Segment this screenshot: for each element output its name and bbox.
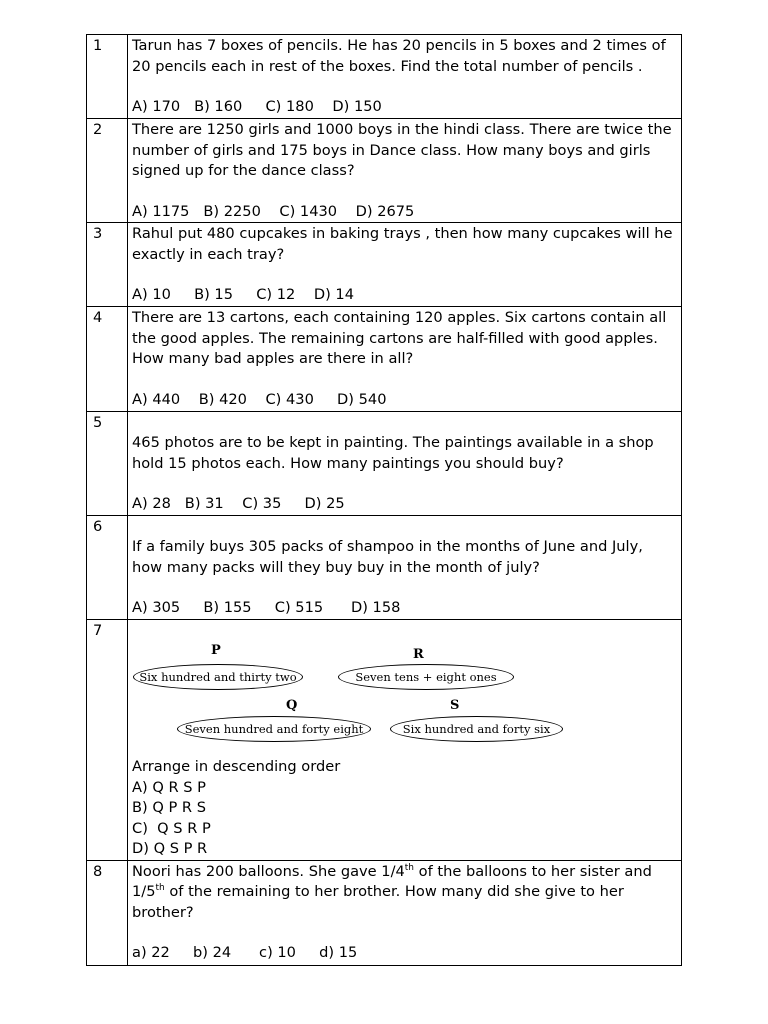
question-cell (128, 516, 682, 620)
answer-options: A) 305 B) 155 C) 515 D) 158 (132, 599, 401, 616)
question-row-7 (87, 620, 682, 861)
question-row-6 (87, 516, 682, 620)
question-number: 6 (87, 516, 128, 620)
question-text: There are 1250 girls and 1000 boys in the hindi class. There are twice the number of girls and 175 boys in Dance class. How many boys and girls signed up for the dance class? (132, 121, 672, 179)
question-text-part: Noori has 200 balloons. She gave 1/4 (132, 862, 405, 880)
question-number: 3 (87, 223, 128, 307)
question-text: Tarun has 7 boxes of pencils. He has 20 pencils in 5 boxes and 2 times of 20 pencils each in rest of the boxes. Find the total number of pencils . (132, 37, 666, 75)
oval-q: Seven hundred and forty eight (177, 716, 371, 742)
question-text-part: of the balloons to her sister and 1/5 (132, 862, 652, 900)
question-cell (128, 223, 682, 307)
question-text-part: of the remaining to her brother. How many did she give to her brother? (132, 883, 624, 921)
question-table (86, 34, 682, 966)
question-cell (128, 860, 682, 965)
answer-options: A) 10 B) 15 C) 12 D) 14 (132, 286, 354, 303)
question-number: 2 (87, 119, 128, 223)
question-row-2 (87, 119, 682, 223)
oval-p: Six hundred and thirty two (133, 664, 303, 690)
answer-options: A) 1175 B) 2250 C) 1430 D) 2675 (132, 202, 415, 220)
question-row-4 (87, 307, 682, 412)
answer-option: A) Q R S P (132, 778, 206, 796)
question-cell (128, 119, 682, 223)
number-name-diagram (132, 621, 677, 757)
question-row-1 (87, 35, 682, 119)
question-cell (128, 620, 682, 861)
question-row-3 (87, 223, 682, 307)
question-number: 8 (87, 860, 128, 965)
question-text: There are 13 cartons, each containing 120 apples. Six cartons contain all the good apples. The remaining cartons are half-filled with good apples. How many bad apples are there in all? (132, 309, 667, 367)
question-cell (128, 307, 682, 412)
answer-option: B) Q P R S (132, 799, 206, 816)
label-s: S (450, 698, 460, 713)
answer-options: a) 22 b) 24 c) 10 d) 15 (132, 944, 358, 961)
superscript: th (404, 862, 415, 873)
answer-options: A) 170 B) 160 C) 180 D) 150 (132, 98, 382, 115)
label-p: P (211, 643, 221, 658)
answer-options: A) 440 B) 420 C) 430 D) 540 (132, 390, 387, 408)
question-text: Rahul put 480 cupcakes in baking trays , then how many cupcakes will he exactly in each tray? (132, 225, 673, 263)
answer-options: A) 28 B) 31 C) 35 D) 25 (132, 495, 345, 512)
label-r: R (413, 647, 424, 662)
question-text (132, 862, 677, 924)
superscript: th (155, 883, 165, 894)
question-number: 5 (87, 412, 128, 516)
answer-option: C) Q S R P (132, 819, 211, 837)
question-number: 7 (87, 620, 128, 861)
question-number: 4 (87, 307, 128, 412)
question-text: 465 photos are to be kept in painting. The paintings available in a shop hold 15 photos each. How many paintings you should buy? (132, 434, 654, 472)
question-row-8 (87, 860, 682, 965)
question-cell (128, 35, 682, 119)
label-q: Q (286, 698, 298, 713)
answer-option: D) Q S P R (132, 840, 208, 857)
question-text: Arrange in descending order (132, 758, 341, 775)
oval-s: Six hundred and forty six (390, 716, 563, 742)
question-text: If a family buys 305 packs of shampoo in the months of June and July, how many packs will they buy buy in the month of july? (132, 538, 643, 576)
question-cell (128, 412, 682, 516)
question-row-5 (87, 412, 682, 516)
question-number: 1 (87, 35, 128, 119)
oval-r: Seven tens + eight ones (338, 664, 514, 690)
